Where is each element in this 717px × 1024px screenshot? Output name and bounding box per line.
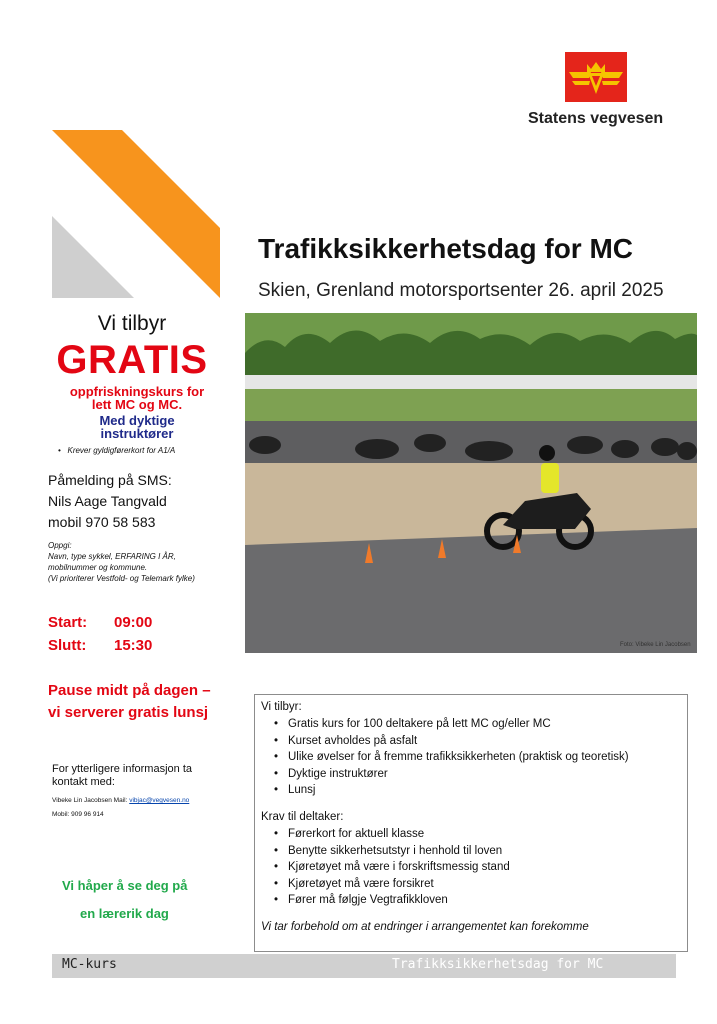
start-time: 09:00 (114, 614, 153, 631)
list-item: • Gratis kurs for 100 deltakere på lett MC og/eller MC (288, 716, 681, 733)
list-item: • Kjøretøyet må være i forskriftsmessig stand (288, 859, 681, 876)
instructors-line-2: instruktører (100, 426, 174, 441)
signup-note-line: mobilnummer og kommune. (48, 563, 148, 572)
contact-heading-line-2: kontakt med: (52, 776, 115, 788)
footer-right-text: Trafikksikkerhetsdag for MC (392, 957, 604, 972)
brand-name: Statens vegvesen (528, 110, 664, 127)
contact-mail-prefix: Vibeke Lin Jacobsen Mail: (52, 797, 130, 804)
requirements-list (261, 826, 681, 909)
page-title: Trafikksikkerhetsdag for MC (258, 233, 634, 264)
closing-line-1: Vi håper å se deg på (62, 878, 188, 893)
lunch-line-2: vi serverer gratis lunsj (48, 704, 209, 721)
decorative-triangles (52, 130, 220, 300)
signup-contact-name: Nils Aage Tangvald (48, 493, 167, 509)
course-description (52, 385, 222, 411)
course-line-1: oppfriskningskurs for (69, 384, 205, 399)
gratis-highlight: GRATIS (56, 338, 208, 382)
instructors-line-1: Med dyktige (99, 413, 175, 428)
license-requirement (58, 446, 175, 455)
list-item: • Benytte sikkerhetsutstyr i henhold til loven (288, 843, 681, 860)
signup-line-1: Påmelding på SMS: (48, 472, 172, 488)
end-time: 15:30 (114, 637, 153, 654)
list-item: • Kurset avholdes på asfalt (288, 733, 681, 750)
instructors-note (52, 414, 222, 440)
end-label: Slutt: (48, 637, 87, 654)
signup-note-line: Navn, type sykkel, ERFARING I ÅR, (48, 552, 176, 561)
license-requirement-text: Krever gyldigførerkort for A1/A (67, 446, 176, 455)
contact-mail (52, 797, 189, 804)
offer-list-heading: Vi tilbyr: (261, 701, 302, 713)
list-item: • Kjøretøyet må være forsikret (288, 876, 681, 893)
motorcycle-course-image (245, 313, 697, 653)
vegvesen-logo (565, 52, 627, 102)
signup-info (48, 470, 172, 533)
list-item: • Ulike øvelser for å fremme trafikksikkerheten (praktisk og teoretisk) (288, 749, 681, 766)
signup-note-line: (Vi prioriterer Vestfold- og Telemark fylke) (48, 574, 195, 583)
lunch-line-1: Pause midt på dagen – (48, 682, 211, 699)
start-label: Start: (48, 614, 88, 631)
signup-note-line: Oppgi: (48, 541, 72, 550)
requirements-heading: Krav til deltaker: (261, 810, 344, 823)
contact-email-link[interactable]: vibjac@vegvesen.no (129, 797, 190, 804)
event-photo (245, 313, 697, 653)
crown-wings-icon (565, 52, 627, 102)
bullet-icon: • (58, 446, 61, 455)
signup-instructions (48, 540, 195, 584)
list-item: • Førerkort for aktuell klasse (288, 826, 681, 843)
lunch-note (48, 680, 211, 724)
details-box (254, 694, 688, 952)
contact-heading (52, 763, 192, 789)
disclaimer-note: Vi tar forbehold om at endringer i arrangementet kan forekomme (261, 920, 589, 933)
list-item: • Lunsj (288, 782, 681, 799)
offer-heading: Vi tilbyr (97, 312, 167, 335)
course-line-2: lett MC og MC. (91, 397, 183, 412)
list-item: • Dyktige instruktører (288, 766, 681, 783)
list-item: • Fører må følgje Vegtrafikkloven (288, 892, 681, 909)
closing-line-2: en lærerik dag (80, 906, 169, 921)
signup-phone: mobil 970 58 583 (48, 514, 156, 530)
contact-heading-line-1: For ytterligere informasjon ta (52, 763, 192, 775)
photo-credit: Foto: Vibeke Lin Jacobsen (620, 642, 691, 648)
contact-phone: Mobil: 909 96 914 (52, 811, 104, 818)
footer-left-text: MC-kurs (62, 957, 117, 972)
offer-list (261, 716, 681, 799)
event-location-date: Skien, Grenland motorsportsenter 26. april 2025 (258, 280, 664, 301)
gray-triangle (52, 216, 134, 298)
